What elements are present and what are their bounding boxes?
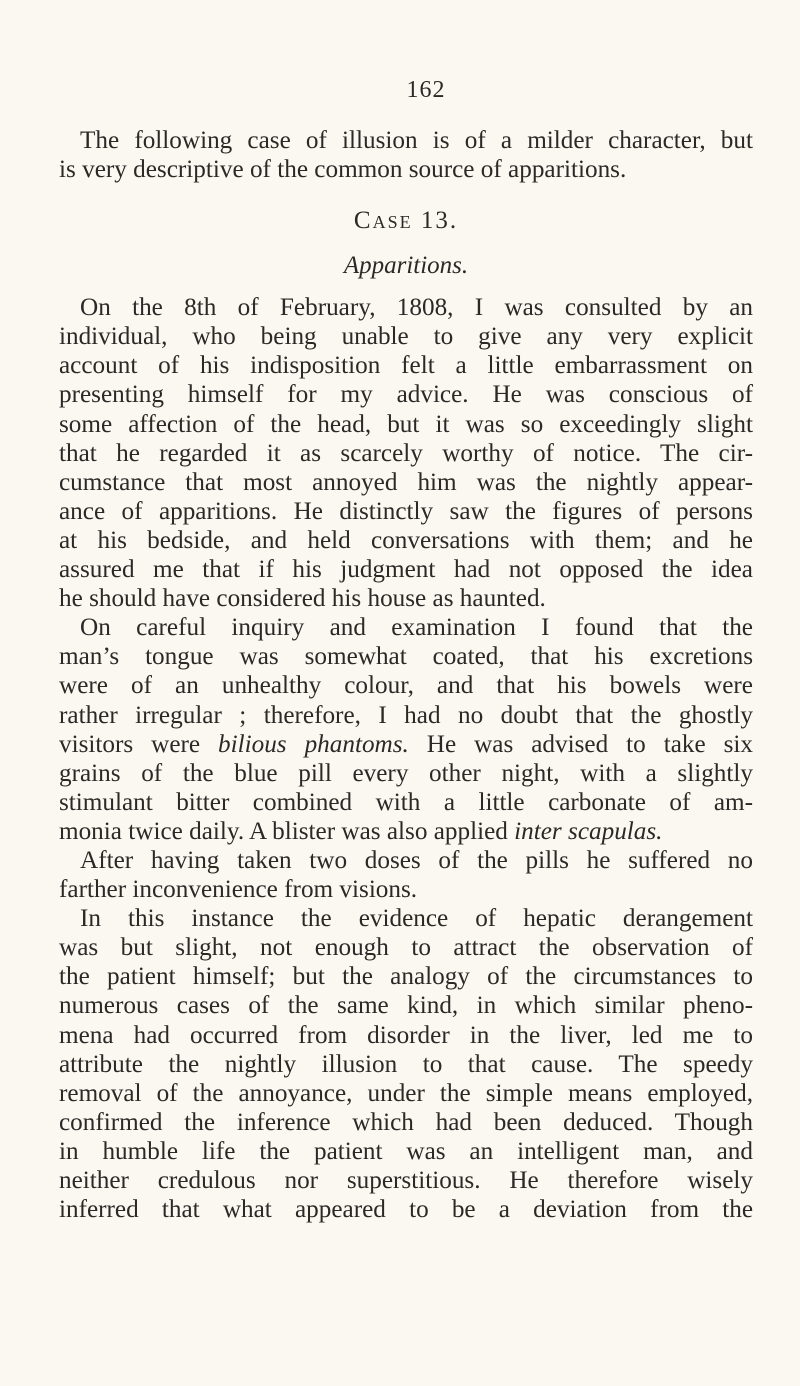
paragraph-line: attribute the nightly illusion to that cause. The speedy [59, 1050, 753, 1078]
paragraph-line: mena had occurred from disorder in the liver, led me to [59, 1021, 753, 1049]
paragraph-line: individual, who being unable to give any very explicit [59, 323, 753, 351]
page-number: 162 [406, 77, 446, 103]
paragraph-2 [59, 613, 753, 846]
paragraph-line: confirmed the inference which had been deduced. Though [59, 1108, 753, 1136]
paragraph-line: assured me that if his judgment had not opposed the idea [59, 556, 753, 584]
paragraph-line: numerous cases of the same kind, in which similar pheno- [59, 992, 753, 1020]
intro-line-2: is very descriptive of the common source of apparitions. [59, 156, 627, 184]
paragraph-1 [59, 293, 753, 613]
book-page [59, 78, 753, 1224]
paragraph-line: in humble life the patient was an intelligent man, and [59, 1137, 753, 1165]
paragraph-line: rather irregular ; therefore, I had no doubt that the ghostly [59, 701, 753, 729]
paragraph-line: at his bedside, and held conversations with them; and he [59, 526, 753, 554]
paragraph-line: some affection of the head, but it was so exceedingly slight [59, 410, 753, 438]
paragraph-line: man’s tongue was somewhat coated, that his excretions [59, 643, 753, 671]
paragraph-line: cumstance that most annoyed him was the nightly appear- [59, 468, 753, 496]
paragraph-line: inferred that what appeared to be a deviation from the [59, 1196, 753, 1224]
italic-text-run: bilious phantoms. [218, 730, 409, 758]
paragraph-line: On the 8th of February, 1808, I was consulted by an [80, 294, 753, 322]
text-run: He was advised to take six [408, 730, 753, 758]
paragraph-line: were of an unhealthy colour, and that his bowels were [59, 672, 753, 700]
paragraph-line: that he regarded it as scarcely worthy of notice. The cir- [59, 439, 753, 467]
text-run: visitors were [59, 730, 219, 758]
paragraph-4 [59, 904, 753, 1224]
paragraph-line: presenting himself for my advice. He was conscious of [59, 381, 753, 409]
paragraph-line [59, 817, 753, 846]
paragraph-line: stimulant bitter combined with a little carbonate of am- [59, 788, 753, 816]
paragraph-3 [59, 846, 753, 904]
paragraph-line: After having taken two doses of the pills he suffered no [80, 846, 753, 874]
paragraph-line: grains of the blue pill every other night, with a slightly [59, 759, 753, 787]
paragraph-line [59, 730, 753, 759]
paragraph-line: ance of apparitions. He distinctly saw the figures of persons [59, 497, 753, 525]
paragraph-line: On careful inquiry and examination I found that the [80, 614, 753, 642]
paragraph-line: removal of the annoyance, under the simple means employed, [59, 1079, 753, 1107]
paragraph-line: was but slight, not enough to attract the observation of [59, 934, 753, 962]
paragraph-line: In this instance the evidence of hepatic derangement [80, 905, 753, 933]
case-heading: Case 13. [353, 207, 459, 235]
italic-text-run: inter scapulas. [514, 817, 663, 845]
text-run: monia twice daily. A blister was also applied [59, 817, 515, 845]
paragraph-line: the patient himself; but the analogy of the circumstances to [59, 963, 753, 991]
paragraph-line: neither credulous nor superstitious. He therefore wisely [59, 1167, 753, 1194]
intro-line-1: The following case of illusion is of a milder character, but [80, 127, 753, 154]
paragraph-line: account of his indisposition felt a little embarrassment on [59, 352, 753, 380]
paragraph-line: he should have considered his house as haunted. [59, 585, 546, 613]
case-title: Apparitions. [343, 252, 469, 280]
paragraph-line: farther inconvenience from visions. [59, 876, 418, 904]
